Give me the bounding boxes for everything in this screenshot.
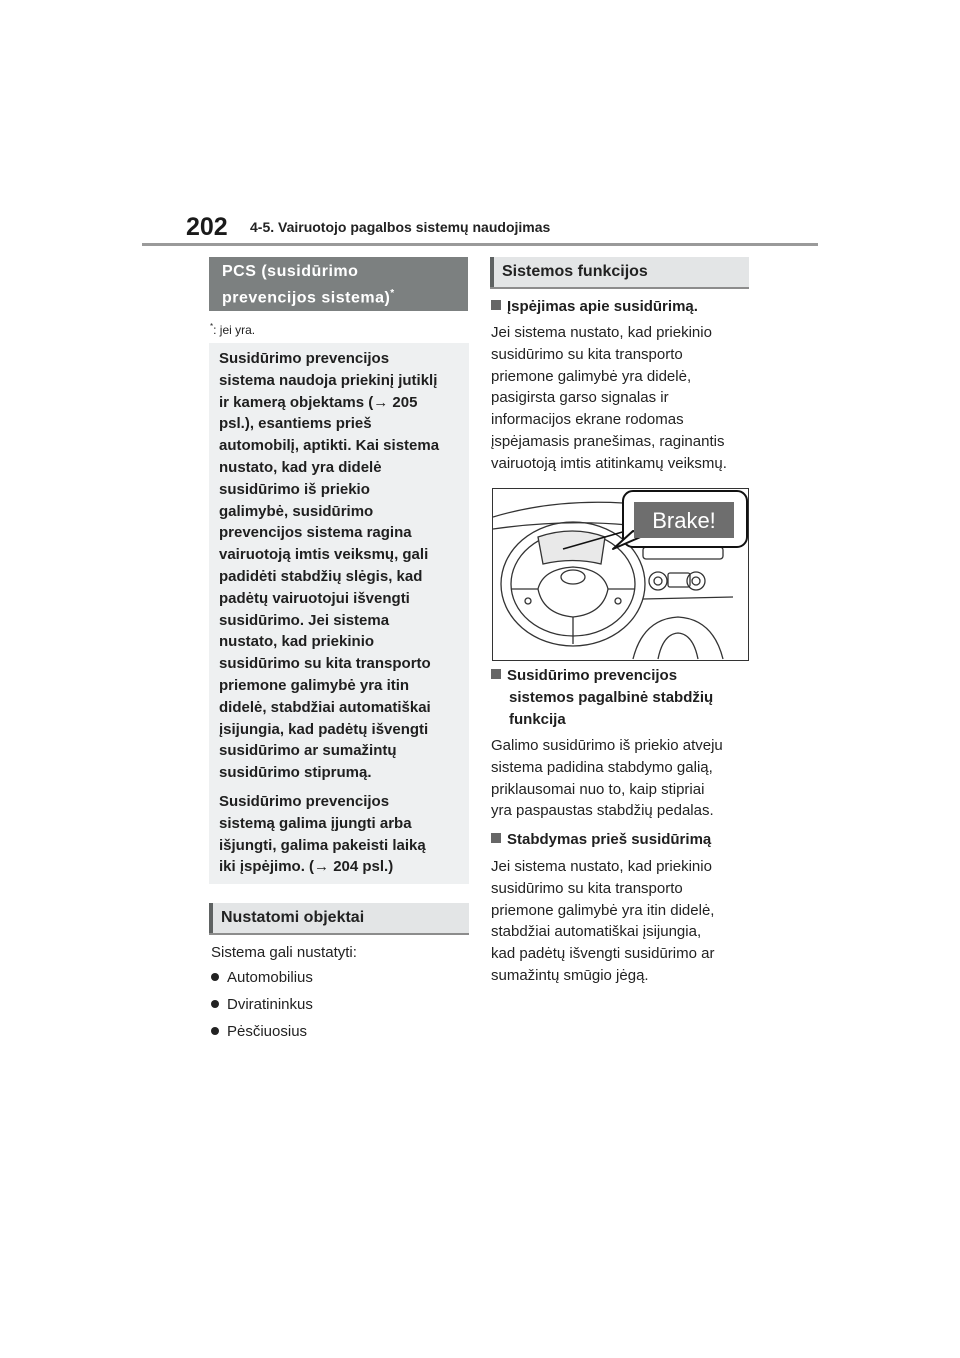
section-title: [209, 257, 468, 311]
warning-paragraph: [491, 322, 727, 475]
text-line: susidūrimo su kita transporto: [491, 345, 683, 363]
dashboard-illustration: [492, 488, 749, 661]
section-title-line1: PCS (susidūrimo: [222, 263, 359, 280]
subsection-bar: [209, 903, 213, 933]
text-line: Jei sistema nustato, kad priekinio: [491, 858, 712, 875]
footnote-text: : jei yra.: [213, 323, 256, 337]
assist-heading-line: funkcija: [509, 710, 566, 728]
text-line: kad padėtų išvengti susidūrimo ar: [491, 945, 715, 963]
braking-heading-text: Stabdymas prieš susidūrimą: [507, 831, 712, 848]
section-title-mark: *: [390, 288, 395, 299]
info-line: susidūrimo. Jei sistema: [219, 611, 390, 629]
detect-intro: Sistema gali nustatyti:: [211, 944, 357, 961]
text-line: stabdžiai automatiškai įsijungia,: [491, 923, 702, 941]
subsection-title-text: Sistemos funkcijos: [502, 263, 648, 280]
info-line: automobilį, aptikti. Kai sistema: [219, 437, 440, 455]
info-line: nustato, kad priekinio: [219, 633, 375, 651]
list-item: [211, 996, 313, 1013]
page-number: 202: [186, 213, 228, 241]
warning-heading-text: Įspėjimas apie susidūrimą.: [507, 298, 698, 315]
header-divider: [142, 243, 818, 246]
info-line: vairuotoją imtis veiksmų, gali: [219, 546, 429, 564]
bullet-icon: [211, 973, 219, 981]
text-line: informacijos ekrane rodomas: [491, 411, 684, 429]
info-line: ir kamerą objektams (→ 205: [219, 393, 418, 411]
subsection-title-text: Nustatomi objektai: [221, 909, 365, 926]
info-line: prevencijos sistema ragina: [219, 524, 412, 542]
list-item-text: Automobilius: [227, 969, 313, 986]
list-item-text: Pėsčiuosius: [227, 1023, 308, 1040]
text-line: priklausomai nuo to, kaip stipriai: [491, 780, 705, 798]
list-item: [211, 969, 313, 986]
info-line: padidėti stabdžių slėgis, kad: [219, 567, 423, 585]
text-line: Jei sistema nustato, kad priekinio: [491, 324, 712, 341]
assist-heading-line: sistemos pagalbinė stabdžių: [509, 688, 714, 706]
info-line: didelė, stabdžiai automatiškai: [219, 698, 431, 716]
square-bullet-icon: [491, 669, 501, 679]
text-line: sumažintų smūgio jėgą.: [491, 966, 649, 984]
list-item-text: Dviratininkus: [227, 996, 313, 1013]
info-line: priemone galimybė yra itin: [219, 676, 410, 694]
info-line: iki įspėjimo. (→ 204 psl.): [219, 858, 394, 876]
warning-heading: [491, 296, 751, 318]
text-line: sistema padidina stabdymo galią,: [491, 758, 713, 776]
info-line: susidūrimo su kita transporto: [219, 655, 431, 673]
info-line: padėtų vairuotojui išvengti: [219, 589, 410, 607]
square-bullet-icon: [491, 300, 501, 310]
assist-paragraph: [491, 735, 723, 822]
list-item: [211, 1023, 307, 1040]
info-line: psl.), esantiems prieš: [219, 415, 372, 433]
text-line: vairuotoją imtis atitinkamų veiksmų.: [491, 454, 727, 472]
text-line: priemone galimybė yra itin didelė,: [491, 901, 715, 919]
chapter-title: 4-5. Vairuotojo pagalbos sistemų naudojimas: [250, 219, 551, 235]
braking-paragraph: [491, 856, 714, 987]
subsection-bar: [490, 257, 494, 287]
footnote: [210, 322, 255, 337]
info-paragraph-1: [219, 348, 464, 784]
brake-warning-text: Brake!: [652, 508, 716, 533]
text-line: priemone galimybė yra didelė,: [491, 367, 692, 385]
info-line: Susidūrimo prevencijos: [219, 350, 390, 367]
info-paragraph-2: [219, 791, 464, 878]
text-line: Galimo susidūrimo iš priekio atveju: [491, 737, 723, 754]
braking-heading: [491, 829, 751, 851]
info-line: sistemą galima įjungti arba: [219, 814, 412, 832]
assist-heading: [491, 665, 751, 730]
bullet-icon: [211, 1000, 219, 1008]
info-line: susidūrimo stiprumą.: [219, 764, 372, 782]
info-line: išjungti, galima pakeisti laiką: [219, 836, 426, 854]
info-line: susidūrimo iš priekio: [219, 480, 370, 498]
text-line: įspėjamasis pranešimas, raginantis: [491, 432, 725, 450]
section-title-line2: prevencijos sistema): [222, 289, 391, 307]
info-line: sistema naudoja priekinį jutiklį: [219, 371, 438, 389]
square-bullet-icon: [491, 833, 501, 843]
info-line: galimybė, susidūrimo: [219, 502, 374, 520]
info-line: nustato, kad yra didelė: [219, 458, 382, 476]
footnote-mark: *: [210, 322, 214, 331]
bullet-icon: [211, 1027, 219, 1035]
info-line: Susidūrimo prevencijos: [219, 793, 390, 810]
dashboard-drawing: [493, 489, 748, 660]
text-line: susidūrimo su kita transporto: [491, 879, 683, 897]
assist-heading-line: Susidūrimo prevencijos: [507, 667, 678, 684]
subsection-title-detected-objects: [209, 903, 469, 935]
info-line: susidūrimo ar sumažintų: [219, 742, 397, 760]
text-line: yra paspaustas stabdžių pedalas.: [491, 802, 714, 820]
text-line: pasigirsta garso signalas ir: [491, 389, 669, 407]
info-line: įsijungia, kad padėtų išvengti: [219, 720, 429, 738]
subsection-title-functions: [490, 257, 749, 289]
